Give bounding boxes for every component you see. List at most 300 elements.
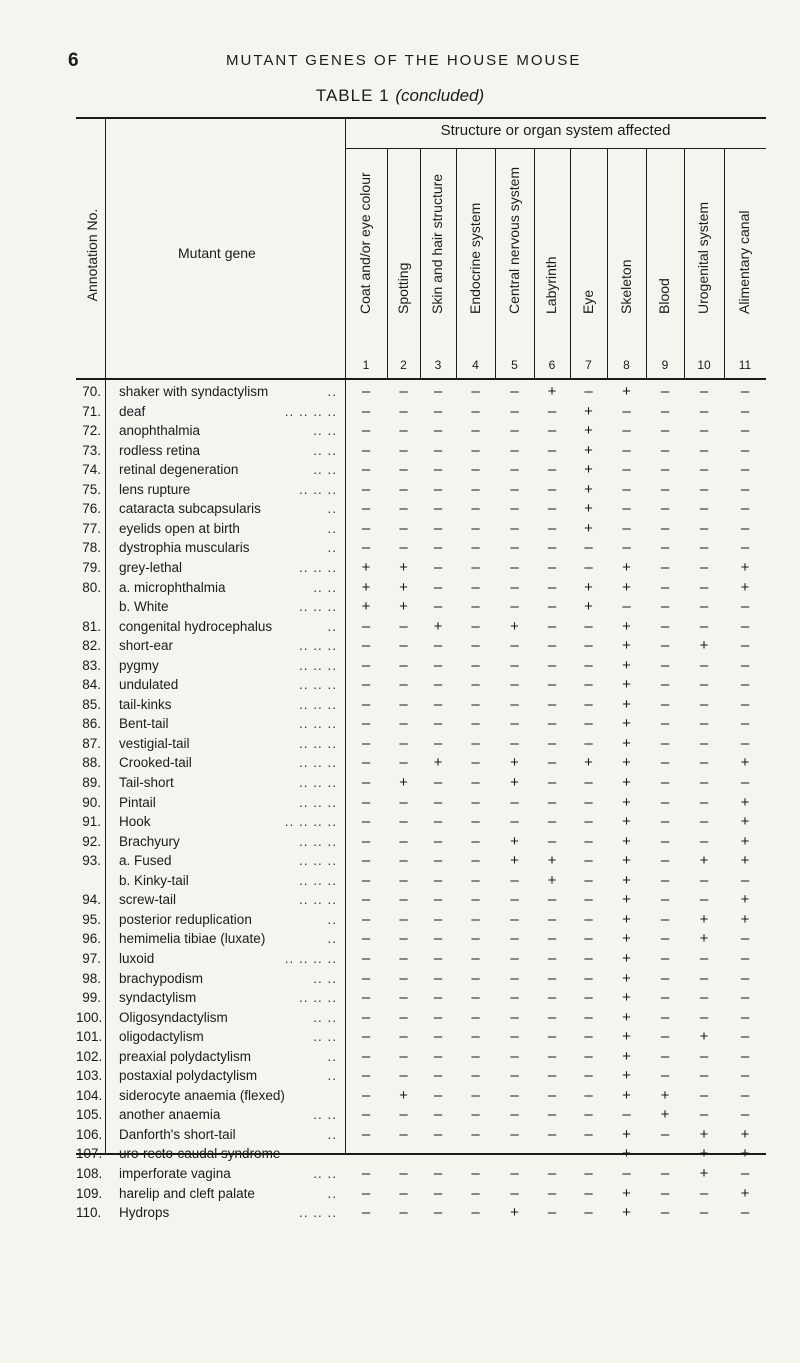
not-affected-mark: –	[399, 1184, 408, 1202]
not-affected-mark: –	[699, 422, 709, 440]
dot-leader: .. ..	[313, 579, 337, 595]
not-affected-mark: –	[399, 656, 408, 674]
not-affected-mark: –	[433, 598, 443, 616]
annotation-number: 109.	[76, 1185, 103, 1201]
not-affected-mark: –	[510, 422, 519, 440]
affected-mark: +	[433, 617, 443, 635]
annotation-number: 71.	[82, 403, 101, 419]
mutant-gene-name: Hook	[119, 814, 151, 830]
not-affected-mark: –	[510, 578, 519, 596]
mutant-gene-name: rodless retina	[119, 442, 201, 458]
not-affected-mark: –	[547, 1047, 557, 1065]
affected-mark: +	[622, 637, 631, 655]
annotation-number: 78.	[82, 540, 101, 556]
annotation-number: 91.	[82, 814, 101, 830]
affected-mark: +	[622, 1086, 631, 1104]
gene-header: Mutant gene	[178, 245, 256, 261]
not-affected-mark: –	[740, 402, 750, 420]
not-affected-mark: –	[510, 813, 519, 831]
not-affected-mark: –	[547, 519, 557, 537]
not-affected-mark: –	[361, 1008, 371, 1026]
column-number: 1	[362, 358, 370, 372]
not-affected-mark: –	[584, 1184, 593, 1202]
not-affected-mark: –	[547, 969, 557, 987]
not-affected-mark: –	[433, 852, 443, 870]
table-row	[76, 910, 766, 929]
not-affected-mark: –	[584, 871, 593, 889]
not-affected-mark: –	[471, 480, 480, 498]
not-affected-mark: –	[433, 1106, 443, 1124]
not-affected-mark: –	[471, 422, 480, 440]
not-affected-mark: –	[471, 930, 480, 948]
not-affected-mark: –	[547, 558, 557, 576]
not-affected-mark: –	[510, 1067, 519, 1085]
not-affected-mark: –	[399, 949, 408, 967]
annotation-number: 93.	[82, 853, 101, 869]
table-row	[76, 812, 766, 831]
table-row	[76, 558, 766, 577]
not-affected-mark: –	[740, 617, 750, 635]
dot-leader: .. .. ..	[298, 775, 337, 790]
not-affected-mark: –	[660, 774, 670, 791]
dot-leader: .. .. ..	[298, 559, 337, 575]
not-affected-mark: –	[547, 402, 557, 420]
annotation-number: 99.	[82, 990, 101, 1006]
not-affected-mark: –	[510, 656, 519, 674]
not-affected-mark: –	[660, 1184, 670, 1202]
not-affected-mark: –	[510, 989, 519, 1007]
annotation-number: 83.	[82, 657, 101, 673]
not-affected-mark: –	[471, 676, 480, 694]
annotation-number: 85.	[82, 696, 101, 712]
not-affected-mark: –	[699, 1047, 709, 1065]
not-affected-mark: –	[471, 500, 480, 518]
not-affected-mark: –	[547, 930, 557, 948]
annotation-number: 82.	[82, 638, 101, 654]
not-affected-mark: –	[622, 480, 631, 498]
not-affected-mark: –	[740, 930, 750, 948]
affected-mark: +	[622, 1067, 631, 1085]
not-affected-mark: –	[660, 871, 670, 889]
column-header	[646, 152, 684, 330]
dot-leader: .. ..	[313, 970, 337, 986]
not-affected-mark: –	[699, 695, 709, 713]
not-affected-mark: –	[740, 676, 750, 694]
not-affected-mark: –	[510, 480, 519, 498]
not-affected-mark: –	[361, 871, 371, 889]
not-affected-mark: –	[471, 774, 480, 791]
not-affected-mark: –	[660, 715, 670, 733]
not-affected-mark: –	[660, 676, 670, 694]
not-affected-mark: –	[471, 1125, 480, 1143]
mutant-gene-name: another anaemia	[119, 1107, 221, 1123]
not-affected-mark: –	[660, 578, 670, 596]
table-row	[76, 929, 766, 948]
affected-mark: +	[622, 558, 631, 576]
not-affected-mark: –	[361, 793, 371, 811]
affected-mark: +	[584, 578, 593, 596]
mutant-gene-name: congenital hydrocephalus	[119, 618, 273, 634]
not-affected-mark: –	[740, 383, 750, 400]
not-affected-mark: –	[510, 402, 519, 420]
column-number: 2	[400, 358, 407, 372]
mutant-gene-name: vestigial-tail	[119, 735, 190, 751]
affected-mark: +	[510, 1204, 519, 1222]
not-affected-mark: –	[740, 461, 750, 479]
not-affected-mark: –	[361, 832, 371, 850]
not-affected-mark: –	[471, 1028, 480, 1046]
not-affected-mark: –	[547, 774, 557, 791]
not-affected-mark: –	[361, 715, 371, 733]
not-affected-mark: –	[660, 383, 670, 400]
affected-mark: +	[547, 852, 557, 870]
affected-mark: +	[622, 891, 631, 909]
annotation-number: 100.	[76, 1009, 103, 1025]
column-header-label: Endocrine system	[466, 202, 483, 314]
not-affected-mark: –	[399, 989, 408, 1007]
table-row	[76, 969, 766, 988]
not-affected-mark: –	[399, 500, 408, 518]
affected-mark: +	[622, 1028, 631, 1046]
column-header-label: Labyrinth	[543, 256, 559, 314]
not-affected-mark: –	[547, 1028, 557, 1046]
mutant-gene-name: Bent-tail	[119, 716, 169, 732]
not-affected-mark: –	[471, 558, 480, 576]
not-affected-mark: –	[361, 461, 371, 479]
not-affected-mark: –	[584, 891, 593, 909]
not-affected-mark: –	[547, 1067, 557, 1085]
not-affected-mark: –	[399, 676, 408, 694]
affected-mark: +	[699, 852, 709, 870]
not-affected-mark: –	[361, 480, 371, 498]
dot-leader: ..	[327, 501, 337, 517]
not-affected-mark: –	[699, 539, 709, 557]
not-affected-mark: –	[433, 539, 443, 557]
column-header-label: Alimentary canal	[736, 210, 752, 314]
affected-mark: +	[699, 1145, 709, 1163]
not-affected-mark: –	[361, 1067, 371, 1085]
affected-mark: +	[399, 598, 408, 616]
not-affected-mark: –	[399, 832, 408, 850]
not-affected-mark: –	[547, 1145, 557, 1163]
not-affected-mark: –	[699, 1204, 709, 1222]
not-affected-mark: –	[471, 519, 480, 537]
not-affected-mark: –	[584, 949, 593, 967]
not-affected-mark: –	[361, 989, 371, 1007]
not-affected-mark: –	[547, 1165, 557, 1182]
not-affected-mark: –	[584, 715, 593, 733]
header-bottom-rule	[76, 378, 766, 380]
table-row	[76, 460, 766, 479]
annotation-number: 84.	[82, 677, 101, 693]
not-affected-mark: –	[740, 774, 750, 791]
not-affected-mark: –	[433, 441, 443, 459]
not-affected-mark: –	[660, 793, 670, 811]
not-affected-mark: –	[510, 1145, 519, 1163]
not-affected-mark: –	[660, 637, 670, 655]
not-affected-mark: –	[622, 461, 631, 479]
not-affected-mark: –	[361, 1047, 371, 1065]
not-affected-mark: –	[471, 1204, 480, 1222]
not-affected-mark: –	[361, 891, 371, 909]
column-header-label: Spotting	[394, 262, 411, 314]
not-affected-mark: –	[547, 754, 557, 772]
not-affected-mark: –	[740, 734, 750, 752]
affected-mark: +	[547, 383, 557, 400]
not-affected-mark: –	[740, 539, 750, 557]
not-affected-mark: –	[584, 1145, 593, 1163]
annotation-number: 79.	[82, 559, 101, 575]
not-affected-mark: –	[361, 402, 371, 420]
not-affected-mark: –	[433, 793, 443, 811]
not-affected-mark: –	[699, 813, 709, 831]
not-affected-mark: –	[399, 1028, 408, 1046]
dot-leader: ..	[327, 540, 337, 556]
not-affected-mark: –	[399, 1067, 408, 1085]
not-affected-mark: –	[547, 500, 557, 518]
annotation-number: 105.	[76, 1107, 103, 1123]
not-affected-mark: –	[699, 1086, 709, 1104]
not-affected-mark: –	[660, 1125, 670, 1143]
not-affected-mark: –	[740, 989, 750, 1007]
not-affected-mark: –	[433, 1067, 443, 1085]
not-affected-mark: –	[471, 813, 480, 831]
mutant-gene-name: a. Fused	[119, 853, 172, 869]
affected-mark: +	[510, 852, 519, 870]
not-affected-mark: –	[740, 519, 750, 537]
not-affected-mark: –	[433, 715, 443, 733]
affected-mark: +	[399, 774, 408, 791]
not-affected-mark: –	[399, 637, 408, 655]
table-row	[76, 1008, 766, 1027]
mutant-gene-name: anophthalmia	[119, 423, 201, 439]
not-affected-mark: –	[740, 949, 750, 967]
column-number: 10	[697, 358, 711, 372]
column-header-label: Central nervous system	[505, 166, 522, 314]
not-affected-mark: –	[699, 891, 709, 909]
column-number: 7	[585, 358, 592, 372]
not-affected-mark: –	[361, 734, 371, 752]
not-affected-mark: –	[510, 793, 519, 811]
not-affected-mark: –	[584, 774, 593, 791]
affected-mark: +	[699, 1125, 709, 1143]
not-affected-mark: –	[399, 461, 408, 479]
not-affected-mark: –	[547, 1204, 557, 1222]
not-affected-mark: –	[471, 441, 480, 459]
not-affected-mark: –	[660, 910, 670, 928]
not-affected-mark: –	[660, 598, 670, 616]
not-affected-mark: –	[361, 1028, 371, 1046]
not-affected-mark: –	[699, 402, 709, 420]
not-affected-mark: –	[399, 871, 408, 889]
not-affected-mark: –	[584, 1165, 593, 1182]
not-affected-mark: –	[399, 969, 408, 987]
dot-leader: .. .. ..	[298, 990, 337, 1006]
dot-leader: .. .. ..	[298, 833, 337, 849]
dot-leader: ..	[327, 384, 337, 399]
table-row	[76, 578, 766, 597]
column-header	[387, 152, 420, 330]
not-affected-mark: –	[433, 1165, 443, 1182]
not-affected-mark: –	[622, 441, 631, 459]
annotation-number: 72.	[82, 423, 101, 439]
dot-leader: .. .. ..	[298, 696, 337, 712]
mutant-gene-name: b. Kinky-tail	[119, 872, 189, 888]
not-affected-mark: –	[510, 539, 519, 557]
not-affected-mark: –	[660, 754, 670, 772]
not-affected-mark: –	[471, 793, 480, 811]
mutant-gene-name: oligodactylism	[119, 1029, 204, 1045]
not-affected-mark: –	[471, 754, 480, 772]
not-affected-mark: –	[584, 969, 593, 987]
dot-leader: .. .. .. ..	[284, 403, 337, 419]
affected-mark: +	[584, 480, 593, 498]
not-affected-mark: –	[433, 832, 443, 850]
not-affected-mark: –	[660, 656, 670, 674]
not-affected-mark: –	[547, 989, 557, 1007]
not-affected-mark: –	[699, 793, 709, 811]
not-affected-mark: –	[471, 539, 480, 557]
not-affected-mark: –	[399, 813, 408, 831]
not-affected-mark: –	[471, 715, 480, 733]
dot-leader: .. ..	[313, 423, 337, 439]
not-affected-mark: –	[584, 734, 593, 752]
not-affected-mark: –	[660, 461, 670, 479]
affected-mark: +	[622, 715, 631, 733]
affected-mark: +	[622, 969, 631, 987]
structure-header: Structure or organ system affected	[440, 122, 671, 139]
not-affected-mark: –	[547, 695, 557, 713]
column-header	[684, 152, 724, 330]
not-affected-mark: –	[547, 461, 557, 479]
not-affected-mark: –	[510, 910, 519, 928]
affected-mark: +	[510, 754, 519, 772]
dot-leader: .. .. ..	[298, 735, 337, 751]
mutant-gene-name: uro-recto-caudal syndrome	[119, 1146, 281, 1162]
table-row	[76, 480, 766, 499]
mutant-gene-name: undulated	[119, 677, 179, 693]
affected-mark: +	[699, 910, 709, 928]
dot-leader: .. ..	[313, 1107, 337, 1123]
dot-leader: ..	[327, 618, 337, 634]
not-affected-mark: –	[471, 656, 480, 674]
column-header-label: Blood	[656, 278, 672, 314]
not-affected-mark: –	[510, 637, 519, 655]
not-affected-mark: –	[471, 383, 480, 400]
not-affected-mark: –	[433, 578, 443, 596]
not-affected-mark: –	[584, 832, 593, 850]
not-affected-mark: –	[361, 1106, 371, 1124]
not-affected-mark: –	[740, 1204, 750, 1222]
affected-mark: +	[584, 519, 593, 537]
mutant-gene-name: Hydrops	[119, 1205, 170, 1221]
dot-leader: .. .. ..	[298, 755, 337, 771]
not-affected-mark: –	[547, 539, 557, 557]
not-affected-mark: –	[547, 949, 557, 967]
not-affected-mark: –	[622, 422, 631, 440]
not-affected-mark: –	[510, 891, 519, 909]
not-affected-mark: –	[361, 539, 371, 557]
not-affected-mark: –	[699, 969, 709, 987]
affected-mark: +	[740, 1184, 750, 1202]
not-affected-mark: –	[433, 969, 443, 987]
not-affected-mark: –	[361, 1204, 371, 1222]
annotation-number: 70.	[82, 384, 101, 399]
table-row	[76, 656, 766, 675]
not-affected-mark: –	[740, 598, 750, 616]
affected-mark: +	[622, 989, 631, 1007]
not-affected-mark: –	[584, 989, 593, 1007]
not-affected-mark: –	[361, 1145, 371, 1163]
not-affected-mark: –	[547, 1008, 557, 1026]
not-affected-mark: –	[433, 1086, 443, 1104]
not-affected-mark: –	[547, 832, 557, 850]
not-affected-mark: –	[584, 910, 593, 928]
mutant-gene-name: harelip and cleft palate	[119, 1185, 255, 1201]
affected-mark: +	[699, 637, 709, 655]
annotation-number: 106.	[76, 1126, 103, 1142]
not-affected-mark: –	[433, 519, 443, 537]
not-affected-mark: –	[510, 969, 519, 987]
not-affected-mark: –	[622, 402, 631, 420]
dot-leader: .. ..	[313, 1009, 337, 1025]
not-affected-mark: –	[510, 519, 519, 537]
not-affected-mark: –	[433, 1145, 443, 1163]
not-affected-mark: –	[361, 441, 371, 459]
not-affected-mark: –	[471, 910, 480, 928]
table-row	[76, 988, 766, 1007]
not-affected-mark: –	[510, 461, 519, 479]
not-affected-mark: –	[547, 813, 557, 831]
affected-mark: +	[740, 891, 750, 909]
dot-leader: .. ..	[313, 1166, 337, 1181]
not-affected-mark: –	[471, 734, 480, 752]
not-affected-mark: –	[584, 383, 593, 400]
dot-leader: ..	[327, 520, 337, 536]
table-row	[76, 1105, 766, 1124]
not-affected-mark: –	[660, 617, 670, 635]
not-affected-mark: –	[399, 1145, 408, 1163]
not-affected-mark: –	[660, 1145, 670, 1163]
table-row	[76, 734, 766, 753]
not-affected-mark: –	[433, 774, 443, 791]
not-affected-mark: –	[510, 949, 519, 967]
dot-leader: ..	[327, 1068, 337, 1084]
not-affected-mark: –	[660, 402, 670, 420]
not-affected-mark: –	[433, 422, 443, 440]
dot-leader: .. .. ..	[298, 657, 337, 673]
affected-mark: +	[510, 617, 519, 635]
annotation-number: 98.	[82, 970, 101, 986]
dot-leader: .. .. ..	[298, 481, 337, 497]
column-header-label: Skin and hair structure	[429, 173, 445, 314]
mutant-gene-name: dystrophia muscularis	[119, 540, 250, 556]
not-affected-mark: –	[399, 383, 408, 400]
not-affected-mark: –	[471, 1184, 480, 1202]
affected-mark: +	[399, 1086, 408, 1104]
annotation-number: 101.	[76, 1029, 103, 1045]
not-affected-mark: –	[547, 1184, 557, 1202]
mutant-gene-name: Tail-short	[119, 775, 174, 790]
affected-mark: +	[584, 500, 593, 518]
affected-mark: +	[399, 578, 408, 596]
column-number: 4	[472, 358, 479, 372]
table-row	[76, 851, 766, 870]
affected-mark: +	[622, 832, 631, 850]
dot-leader: .. .. ..	[298, 599, 337, 615]
not-affected-mark: –	[740, 1047, 750, 1065]
not-affected-mark: –	[699, 480, 709, 498]
